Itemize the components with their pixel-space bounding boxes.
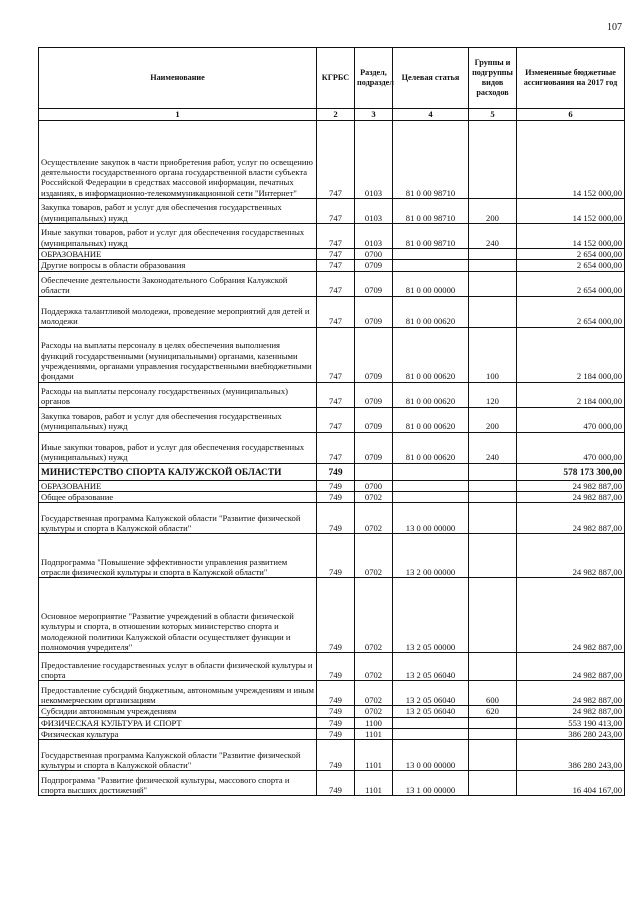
- table-row: [39, 199, 625, 224]
- row-kgrbs-cell: 747: [317, 407, 355, 432]
- row-name-cell: ОБРАЗОВАНИЕ: [39, 249, 317, 260]
- row-group-cell: [469, 249, 517, 260]
- table-row: [39, 432, 625, 463]
- table-row: [39, 578, 625, 653]
- row-name-cell: МИНИСТЕРСТВО СПОРТА КАЛУЖСКОЙ ОБЛАСТИ: [39, 463, 317, 480]
- row-amount-cell: 2 184 000,00: [517, 327, 625, 382]
- row-name-cell: Иные закупки товаров, работ и услуг для обеспечения государственных (муниципальных) нужд: [39, 432, 317, 463]
- row-name-cell: Другие вопросы в области образования: [39, 260, 317, 271]
- row-article-cell: 13 0 00 00000: [393, 740, 469, 771]
- row-amount-cell: 14 152 000,00: [517, 121, 625, 199]
- row-kgrbs-cell: 747: [317, 199, 355, 224]
- row-section-cell: 0702: [355, 653, 393, 681]
- table-row: [39, 771, 625, 796]
- table-row: [39, 260, 625, 271]
- row-name-cell: Расходы на выплаты персоналу в целях обеспечения выполнения функций государственными (муниципальными) органами, казенными учреждениями, органами управления государственными внебюджетными фондами: [39, 327, 317, 382]
- row-kgrbs-cell: 749: [317, 717, 355, 728]
- row-article-cell: 81 0 00 98710: [393, 224, 469, 249]
- column-number: 6: [517, 109, 625, 121]
- row-section-cell: 1101: [355, 728, 393, 739]
- row-group-cell: [469, 740, 517, 771]
- row-section-cell: 0702: [355, 503, 393, 534]
- row-amount-cell: 16 404 167,00: [517, 771, 625, 796]
- table-row: [39, 296, 625, 327]
- row-kgrbs-cell: 749: [317, 534, 355, 578]
- table-row: [39, 480, 625, 491]
- row-kgrbs-cell: 747: [317, 271, 355, 296]
- row-group-cell: [469, 653, 517, 681]
- row-article-cell: 81 0 00 00620: [393, 327, 469, 382]
- row-section-cell: 1101: [355, 740, 393, 771]
- row-section-cell: 0103: [355, 121, 393, 199]
- row-kgrbs-cell: 749: [317, 463, 355, 480]
- row-section-cell: 1100: [355, 717, 393, 728]
- row-section-cell: 0709: [355, 271, 393, 296]
- row-name-cell: Подпрограмма "Повышение эффективности управления развитием отрасли физической культуры и спорта в Калужской области": [39, 534, 317, 578]
- row-name-cell: Государственная программа Калужской области "Развитие физической культуры и спорта в Калужской области": [39, 503, 317, 534]
- row-group-cell: [469, 717, 517, 728]
- row-article-cell: 13 2 05 06040: [393, 681, 469, 706]
- row-amount-cell: 386 280 243,00: [517, 740, 625, 771]
- row-article-cell: 81 0 00 98710: [393, 121, 469, 199]
- row-kgrbs-cell: 749: [317, 503, 355, 534]
- row-group-cell: 120: [469, 382, 517, 407]
- row-article-cell: 81 0 00 98710: [393, 199, 469, 224]
- row-group-cell: 200: [469, 199, 517, 224]
- row-section-cell: 0103: [355, 199, 393, 224]
- row-article-cell: [393, 463, 469, 480]
- row-name-cell: Закупка товаров, работ и услуг для обеспечения государственных (муниципальных) нужд: [39, 199, 317, 224]
- row-name-cell: Осуществление закупок в части приобретения работ, услуг по освещению деятельности государственного органа государственной власти субъекта Российской Федерации в средствах массовой информации, печатных изданиях, в информационно-телекоммуникационной сети "Интернет": [39, 121, 317, 199]
- row-kgrbs-cell: 747: [317, 382, 355, 407]
- row-amount-cell: 24 982 887,00: [517, 681, 625, 706]
- row-amount-cell: 386 280 243,00: [517, 728, 625, 739]
- table-row: [39, 463, 625, 480]
- row-name-cell: Закупка товаров, работ и услуг для обеспечения государственных (муниципальных) нужд: [39, 407, 317, 432]
- header-section: Раздел, подраздел: [355, 48, 393, 109]
- row-section-cell: 0700: [355, 249, 393, 260]
- table-row: [39, 382, 625, 407]
- row-amount-cell: 553 190 413,00: [517, 717, 625, 728]
- row-article-cell: 13 2 05 06040: [393, 706, 469, 717]
- row-article-cell: 81 0 00 00620: [393, 432, 469, 463]
- row-name-cell: ФИЗИЧЕСКАЯ КУЛЬТУРА И СПОРТ: [39, 717, 317, 728]
- row-group-cell: 240: [469, 224, 517, 249]
- row-article-cell: 13 2 00 00000: [393, 534, 469, 578]
- table-row: [39, 706, 625, 717]
- row-group-cell: 100: [469, 327, 517, 382]
- row-section-cell: 0702: [355, 681, 393, 706]
- table-row: [39, 681, 625, 706]
- table-row: [39, 534, 625, 578]
- row-group-cell: 620: [469, 706, 517, 717]
- row-name-cell: Поддержка талантливой молодежи, проведение мероприятий для детей и молодежи: [39, 296, 317, 327]
- row-amount-cell: 24 982 887,00: [517, 480, 625, 491]
- row-amount-cell: 470 000,00: [517, 407, 625, 432]
- row-amount-cell: 470 000,00: [517, 432, 625, 463]
- table-row: [39, 491, 625, 502]
- row-article-cell: 81 0 00 00620: [393, 407, 469, 432]
- column-number-row: [39, 109, 625, 121]
- row-amount-cell: 24 982 887,00: [517, 578, 625, 653]
- header-amount: Измененные бюджетные ассигнования на 2017 год: [517, 48, 625, 109]
- row-name-cell: Обеспечение деятельности Законодательного Собрания Калужской области: [39, 271, 317, 296]
- row-section-cell: [355, 463, 393, 480]
- row-group-cell: [469, 121, 517, 199]
- row-article-cell: 81 0 00 00620: [393, 382, 469, 407]
- row-kgrbs-cell: 747: [317, 121, 355, 199]
- row-group-cell: [469, 728, 517, 739]
- row-section-cell: 0702: [355, 578, 393, 653]
- row-kgrbs-cell: 747: [317, 432, 355, 463]
- row-group-cell: 240: [469, 432, 517, 463]
- row-article-cell: [393, 249, 469, 260]
- row-amount-cell: 14 152 000,00: [517, 224, 625, 249]
- table-row: [39, 503, 625, 534]
- table-row: [39, 271, 625, 296]
- row-name-cell: Физическая культура: [39, 728, 317, 739]
- row-amount-cell: 24 982 887,00: [517, 491, 625, 502]
- row-kgrbs-cell: 749: [317, 653, 355, 681]
- row-article-cell: 81 0 00 00000: [393, 271, 469, 296]
- row-amount-cell: 2 654 000,00: [517, 296, 625, 327]
- row-article-cell: 13 0 00 00000: [393, 503, 469, 534]
- row-group-cell: 200: [469, 407, 517, 432]
- row-kgrbs-cell: 749: [317, 706, 355, 717]
- header-article: Целевая статья: [393, 48, 469, 109]
- row-article-cell: 13 2 05 06040: [393, 653, 469, 681]
- row-amount-cell: 2 184 000,00: [517, 382, 625, 407]
- row-amount-cell: 2 654 000,00: [517, 260, 625, 271]
- row-kgrbs-cell: 749: [317, 480, 355, 491]
- row-section-cell: 0103: [355, 224, 393, 249]
- row-name-cell: Предоставление государственных услуг в области физической культуры и спорта: [39, 653, 317, 681]
- row-group-cell: 600: [469, 681, 517, 706]
- row-kgrbs-cell: 747: [317, 296, 355, 327]
- row-article-cell: 81 0 00 00620: [393, 296, 469, 327]
- column-number: 2: [317, 109, 355, 121]
- row-kgrbs-cell: 749: [317, 491, 355, 502]
- row-kgrbs-cell: 747: [317, 249, 355, 260]
- row-amount-cell: 24 982 887,00: [517, 534, 625, 578]
- row-name-cell: Общее образование: [39, 491, 317, 502]
- row-name-cell: Подпрограмма "Развитие физической культуры, массового спорта и спорта высших достижений": [39, 771, 317, 796]
- row-kgrbs-cell: 749: [317, 728, 355, 739]
- row-kgrbs-cell: 749: [317, 681, 355, 706]
- row-group-cell: [469, 480, 517, 491]
- table-row: [39, 249, 625, 260]
- row-amount-cell: 14 152 000,00: [517, 199, 625, 224]
- table-row: [39, 717, 625, 728]
- column-number: 1: [39, 109, 317, 121]
- row-section-cell: 0709: [355, 382, 393, 407]
- header-group: Группы и подгруппы видов расходов: [469, 48, 517, 109]
- header-row: [39, 48, 625, 109]
- column-number: 3: [355, 109, 393, 121]
- row-amount-cell: 2 654 000,00: [517, 249, 625, 260]
- row-group-cell: [469, 534, 517, 578]
- row-amount-cell: 24 982 887,00: [517, 503, 625, 534]
- table-row: [39, 224, 625, 249]
- row-group-cell: [469, 503, 517, 534]
- row-section-cell: 0709: [355, 327, 393, 382]
- row-section-cell: 0709: [355, 432, 393, 463]
- row-name-cell: Иные закупки товаров, работ и услуг для обеспечения государственных (муниципальных) нужд: [39, 224, 317, 249]
- budget-table: [38, 47, 625, 796]
- row-kgrbs-cell: 749: [317, 578, 355, 653]
- row-section-cell: 0709: [355, 296, 393, 327]
- row-article-cell: [393, 480, 469, 491]
- column-number: 5: [469, 109, 517, 121]
- row-amount-cell: 578 173 300,00: [517, 463, 625, 480]
- row-group-cell: [469, 463, 517, 480]
- row-article-cell: [393, 491, 469, 502]
- row-group-cell: [469, 260, 517, 271]
- table-body: [39, 121, 625, 796]
- row-name-cell: Государственная программа Калужской области "Развитие физической культуры и спорта в Калужской области": [39, 740, 317, 771]
- row-section-cell: 0702: [355, 534, 393, 578]
- row-amount-cell: 24 982 887,00: [517, 653, 625, 681]
- row-section-cell: 0709: [355, 407, 393, 432]
- row-section-cell: 0702: [355, 706, 393, 717]
- table-row: [39, 653, 625, 681]
- row-article-cell: [393, 728, 469, 739]
- row-section-cell: 1101: [355, 771, 393, 796]
- row-article-cell: 13 2 05 00000: [393, 578, 469, 653]
- table-row: [39, 728, 625, 739]
- table-row: [39, 740, 625, 771]
- row-kgrbs-cell: 747: [317, 224, 355, 249]
- row-group-cell: [469, 296, 517, 327]
- row-name-cell: Предоставление субсидий бюджетным, автономным учреждениям и иным некоммерческим организациям: [39, 681, 317, 706]
- row-group-cell: [469, 578, 517, 653]
- header-kgrbs: КГРБС: [317, 48, 355, 109]
- row-name-cell: ОБРАЗОВАНИЕ: [39, 480, 317, 491]
- row-section-cell: 0709: [355, 260, 393, 271]
- table-row: [39, 407, 625, 432]
- column-number: 4: [393, 109, 469, 121]
- row-kgrbs-cell: 749: [317, 740, 355, 771]
- header-name: Наименование: [39, 48, 317, 109]
- row-group-cell: [469, 271, 517, 296]
- row-article-cell: [393, 717, 469, 728]
- row-kgrbs-cell: 749: [317, 771, 355, 796]
- page-number: 107: [607, 22, 622, 33]
- table-row: [39, 121, 625, 199]
- row-kgrbs-cell: 747: [317, 327, 355, 382]
- row-kgrbs-cell: 747: [317, 260, 355, 271]
- row-section-cell: 0700: [355, 480, 393, 491]
- row-section-cell: 0702: [355, 491, 393, 502]
- row-article-cell: [393, 260, 469, 271]
- row-article-cell: 13 1 00 00000: [393, 771, 469, 796]
- row-name-cell: Расходы на выплаты персоналу государственных (муниципальных) органов: [39, 382, 317, 407]
- row-amount-cell: 2 654 000,00: [517, 271, 625, 296]
- row-group-cell: [469, 771, 517, 796]
- row-name-cell: Субсидии автономным учреждениям: [39, 706, 317, 717]
- row-name-cell: Основное мероприятие "Развитие учреждений в области физической культуры и спорта, в отношении которых министерство спорта и молодежной политики Калужской области осуществляет функции и полномочия учредителя": [39, 578, 317, 653]
- table-row: [39, 327, 625, 382]
- row-amount-cell: 24 982 887,00: [517, 706, 625, 717]
- row-group-cell: [469, 491, 517, 502]
